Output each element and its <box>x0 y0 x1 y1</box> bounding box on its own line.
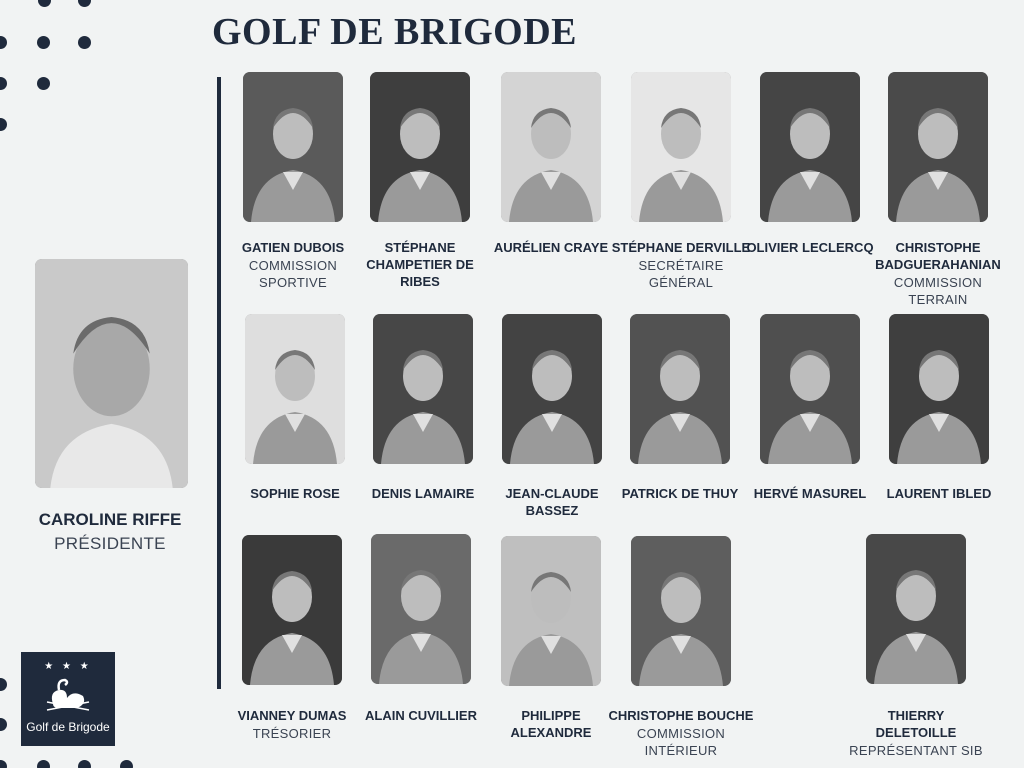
member-name: GATIEN DUBOIS <box>241 240 345 255</box>
member-role: SECRÉTAIRE GÉNÉRAL <box>638 257 724 290</box>
president-photo <box>35 259 188 488</box>
member-role: COMMISSION SPORTIVE <box>248 257 338 290</box>
member-card <box>869 486 1009 503</box>
member-name: HERVÉ MASUREL <box>753 486 867 501</box>
person-silhouette-icon <box>371 534 471 684</box>
member-photo <box>866 534 966 684</box>
person-silhouette-icon <box>501 72 601 222</box>
person-silhouette-icon <box>888 72 988 222</box>
member-name: DENIS LAMAIRE <box>371 486 475 501</box>
member-role: TRÉSORIER <box>252 725 332 741</box>
decorative-dot <box>0 77 7 90</box>
person-silhouette-icon <box>242 535 342 685</box>
member-role: REPRÉSENTANT SIB <box>849 742 983 758</box>
member-card <box>351 708 491 725</box>
member-name: CHRISTOPHE BOUCHE <box>608 708 754 723</box>
person-silhouette-icon <box>35 259 188 488</box>
member-photo <box>243 72 343 222</box>
member-card <box>225 486 365 503</box>
member-card <box>740 240 880 257</box>
member-name: THIERRY DELETOILLE <box>875 708 957 740</box>
member-name: SOPHIE ROSE <box>250 486 340 501</box>
member-name: VIANNEY DUMAS <box>237 708 347 723</box>
member-card <box>222 708 362 743</box>
member-photo <box>502 314 602 464</box>
member-photo <box>889 314 989 464</box>
president-name: CAROLINE RIFFE <box>38 510 182 529</box>
person-silhouette-icon <box>373 314 473 464</box>
decorative-dot <box>37 760 50 768</box>
person-silhouette-icon <box>630 314 730 464</box>
decorative-dot <box>78 760 91 768</box>
member-card <box>350 240 490 291</box>
member-card <box>846 708 986 760</box>
member-photo <box>760 72 860 222</box>
member-photo <box>242 535 342 685</box>
person-silhouette-icon <box>760 314 860 464</box>
member-photo <box>501 72 601 222</box>
member-name: CHRISTOPHE BADGUERAHANIAN <box>875 240 1001 272</box>
person-silhouette-icon <box>502 314 602 464</box>
member-photo <box>371 534 471 684</box>
person-silhouette-icon <box>889 314 989 464</box>
member-card <box>223 240 363 292</box>
member-card <box>353 486 493 503</box>
member-card <box>481 240 621 257</box>
decorative-dot <box>0 678 7 691</box>
member-card <box>482 486 622 520</box>
decorative-dot <box>0 718 7 731</box>
member-card <box>740 486 880 503</box>
member-name: AURÉLIEN CRAYE <box>493 240 609 255</box>
president-card <box>20 510 200 554</box>
member-card <box>481 708 621 742</box>
member-name: JEAN-CLAUDE BASSEZ <box>505 486 599 518</box>
member-card <box>868 240 1008 309</box>
member-name: STÉPHANE CHAMPETIER DE RIBES <box>366 240 474 289</box>
member-name: STÉPHANE DERVILLE <box>611 240 751 255</box>
vertical-divider <box>217 77 221 689</box>
decorative-dot <box>120 760 133 768</box>
member-photo <box>888 72 988 222</box>
decorative-dot <box>37 36 50 49</box>
person-silhouette-icon <box>631 72 731 222</box>
member-photo <box>630 314 730 464</box>
person-silhouette-icon <box>866 534 966 684</box>
logo-stars: ★ ★ ★ <box>44 661 92 672</box>
member-name: PATRICK DE THUY <box>621 486 739 501</box>
member-photo <box>631 72 731 222</box>
decorative-dot <box>0 36 7 49</box>
person-silhouette-icon <box>245 314 345 464</box>
member-role: COMMISSION TERRAIN <box>893 274 983 307</box>
member-name: ALAIN CUVILLIER <box>365 708 477 723</box>
member-name: PHILIPPE ALEXANDRE <box>510 708 592 740</box>
decorative-dot <box>37 77 50 90</box>
person-silhouette-icon <box>631 536 731 686</box>
page-title: GOLF DE BRIGODE <box>212 11 578 53</box>
member-photo <box>760 314 860 464</box>
member-name: LAURENT IBLED <box>886 486 992 501</box>
member-photo <box>245 314 345 464</box>
member-card <box>610 486 750 503</box>
member-photo <box>373 314 473 464</box>
decorative-dot <box>38 0 51 7</box>
decorative-dot <box>0 118 7 131</box>
logo-text: Golf de Brigode <box>26 720 110 734</box>
member-photo <box>631 536 731 686</box>
person-silhouette-icon <box>760 72 860 222</box>
person-silhouette-icon <box>243 72 343 222</box>
member-photo <box>501 536 601 686</box>
golf-de-brigode-logo <box>21 652 115 746</box>
member-card <box>605 708 757 760</box>
member-role: COMMISSION INTÉRIEUR <box>636 725 726 758</box>
member-photo <box>370 72 470 222</box>
president-role: PRÉSIDENTE <box>54 534 166 553</box>
member-name: OLIVIER LECLERCQ <box>746 240 874 255</box>
person-silhouette-icon <box>501 536 601 686</box>
person-silhouette-icon <box>370 72 470 222</box>
decorative-dot <box>78 0 91 7</box>
member-card <box>611 240 751 292</box>
swan-icon <box>43 674 93 714</box>
decorative-dot <box>0 760 7 768</box>
decorative-dot <box>78 36 91 49</box>
